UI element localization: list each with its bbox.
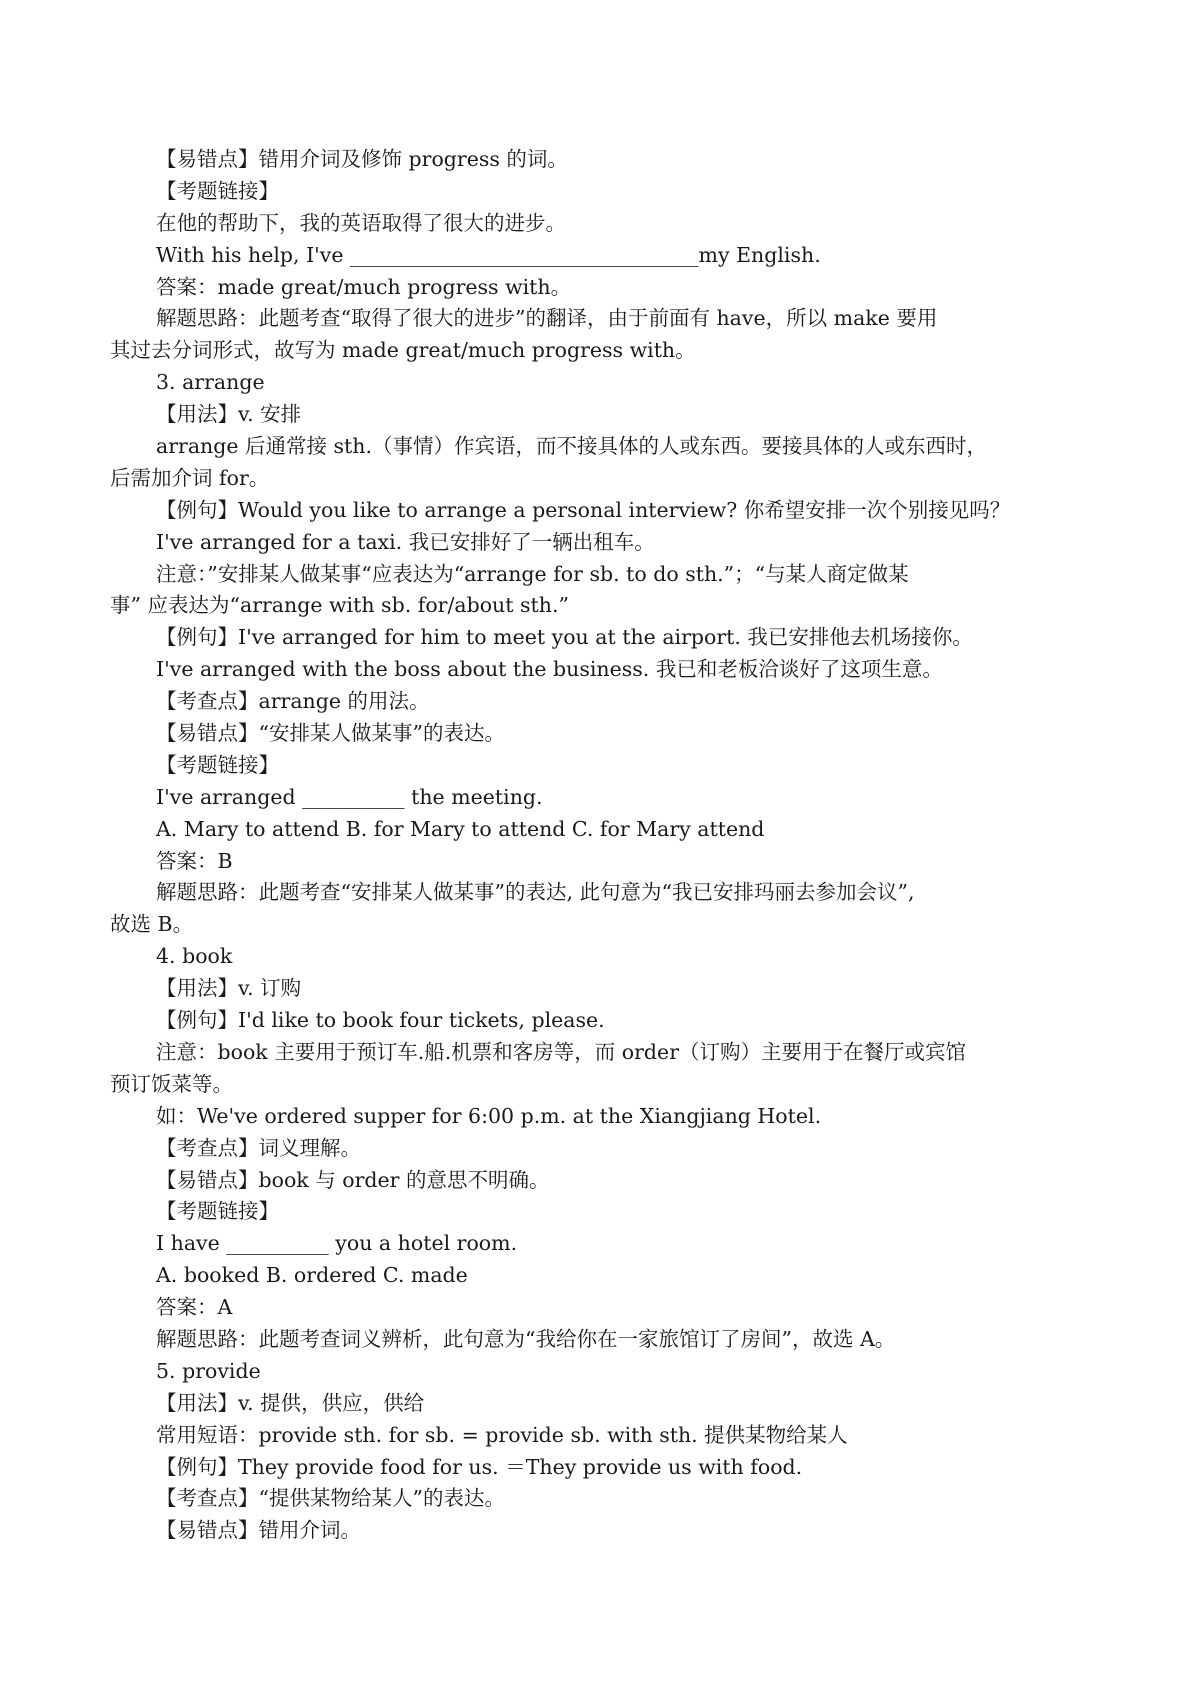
text-line-27: 【用法】v. 订购 [156, 976, 302, 1001]
text-line-30: 预订饭菜等。 [110, 1071, 233, 1096]
text-line-28: 【例句】I'd like to book four tickets, please. [156, 1008, 605, 1033]
text-line-18: 【考查点】arrange 的用法。 [156, 689, 430, 714]
text-line-29: 注意：book 主要用于预订车.船.机票和客房等，而 order（订购）主要用于在餐厅或宾馆 [156, 1039, 966, 1064]
text-line-41: 常用短语：provide sth. for sb. = provide sb. with sth. 提供某物给某人 [156, 1422, 848, 1447]
text-line-33: 【易错点】book 与 order 的意思不明确。 [156, 1167, 550, 1192]
text-line-23: 答案：B [156, 848, 233, 873]
text-line-35: I have __________ you a hotel room. [156, 1231, 518, 1256]
text-line-4: With his help, I've __________________________________my English. [156, 242, 821, 267]
text-line-40: 【用法】v. 提供，供应，供给 [156, 1390, 425, 1415]
text-line-19: 【易错点】“安排某人做某事”的表达。 [156, 721, 505, 746]
text-line-39: 5. provide [156, 1358, 261, 1383]
text-line-34: 【考题链接】 [156, 1199, 279, 1224]
text-line-1: 【易错点】错用介词及修饰 progress 的词。 [156, 147, 568, 171]
text-line-25: 故选 B。 [110, 912, 194, 937]
text-line-11: 后需加介词 for。 [110, 465, 270, 490]
text-line-21: I've arranged __________ the meeting. [156, 784, 543, 809]
text-line-20: 【考题链接】 [156, 752, 279, 777]
document-body [110, 144, 1100, 1547]
text-line-8: 3. arrange [156, 370, 265, 395]
text-line-12: 【例句】Would you like to arrange a personal interview? 你希望安排一次个别接见吗？ [156, 497, 1011, 522]
text-line-32: 【考查点】词义理解。 [156, 1135, 361, 1160]
text-line-17: I've arranged with the boss about the business. 我已和老板洽谈好了这项生意。 [156, 657, 943, 682]
text-line-42: 【例句】They provide food for us. ＝They provide us with food. [156, 1454, 803, 1479]
text-line-7: 其过去分词形式，故写为 made great/much progress with。 [110, 338, 696, 363]
text-line-6: 解题思路：此题考查“取得了很大的进步”的翻译，由于前面有 have，所以 make 要用 [156, 306, 938, 331]
text-line-14: 注意：”安排某人做某事“应表达为“arrange for sb. to do sth.”；“与某人商定做某 [156, 561, 909, 586]
text-line-44: 【易错点】错用介词。 [156, 1518, 361, 1543]
text-line-24: 解题思路：此题考查“安排某人做某事”的表达, 此句意为“我已安排玛丽去参加会议”, [156, 880, 915, 905]
text-line-10: arrange 后通常接 sth.（事情）作宾语，而不接具体的人或东西。要接具体的人或东西时， [156, 434, 988, 459]
text-line-15: 事” 应表达为“arrange with sb. for/about sth.” [110, 593, 569, 618]
text-line-16: 【例句】I've arranged for him to meet you at the airport. 我已安排他去机场接你。 [156, 625, 973, 650]
text-line-36: A. booked B. ordered C. made [156, 1263, 468, 1288]
text-line-37: 答案：A [156, 1295, 233, 1320]
text-line-3: 在他的帮助下，我的英语取得了很大的进步。 [156, 210, 566, 235]
text-line-38: 解题思路：此题考查词义辨析，此句意为“我给你在一家旅馆订了房间”，故选 A。 [156, 1326, 896, 1351]
text-line-31: 如：We've ordered supper for 6:00 p.m. at the Xiangjiang Hotel. [156, 1103, 822, 1128]
text-line-13: I've arranged for a taxi. 我已安排好了一辆出租车。 [156, 529, 655, 554]
text-line-2: 【考题链接】 [156, 178, 279, 203]
text-line-9: 【用法】v. 安排 [156, 402, 302, 427]
text-line-43: 【考查点】“提供某物给某人”的表达。 [156, 1486, 505, 1511]
text-line-22: A. Mary to attend B. for Mary to attend C. for Mary attend [156, 816, 765, 841]
text-line-5: 答案：made great/much progress with。 [156, 274, 572, 299]
text-line-26: 4. book [156, 944, 233, 969]
